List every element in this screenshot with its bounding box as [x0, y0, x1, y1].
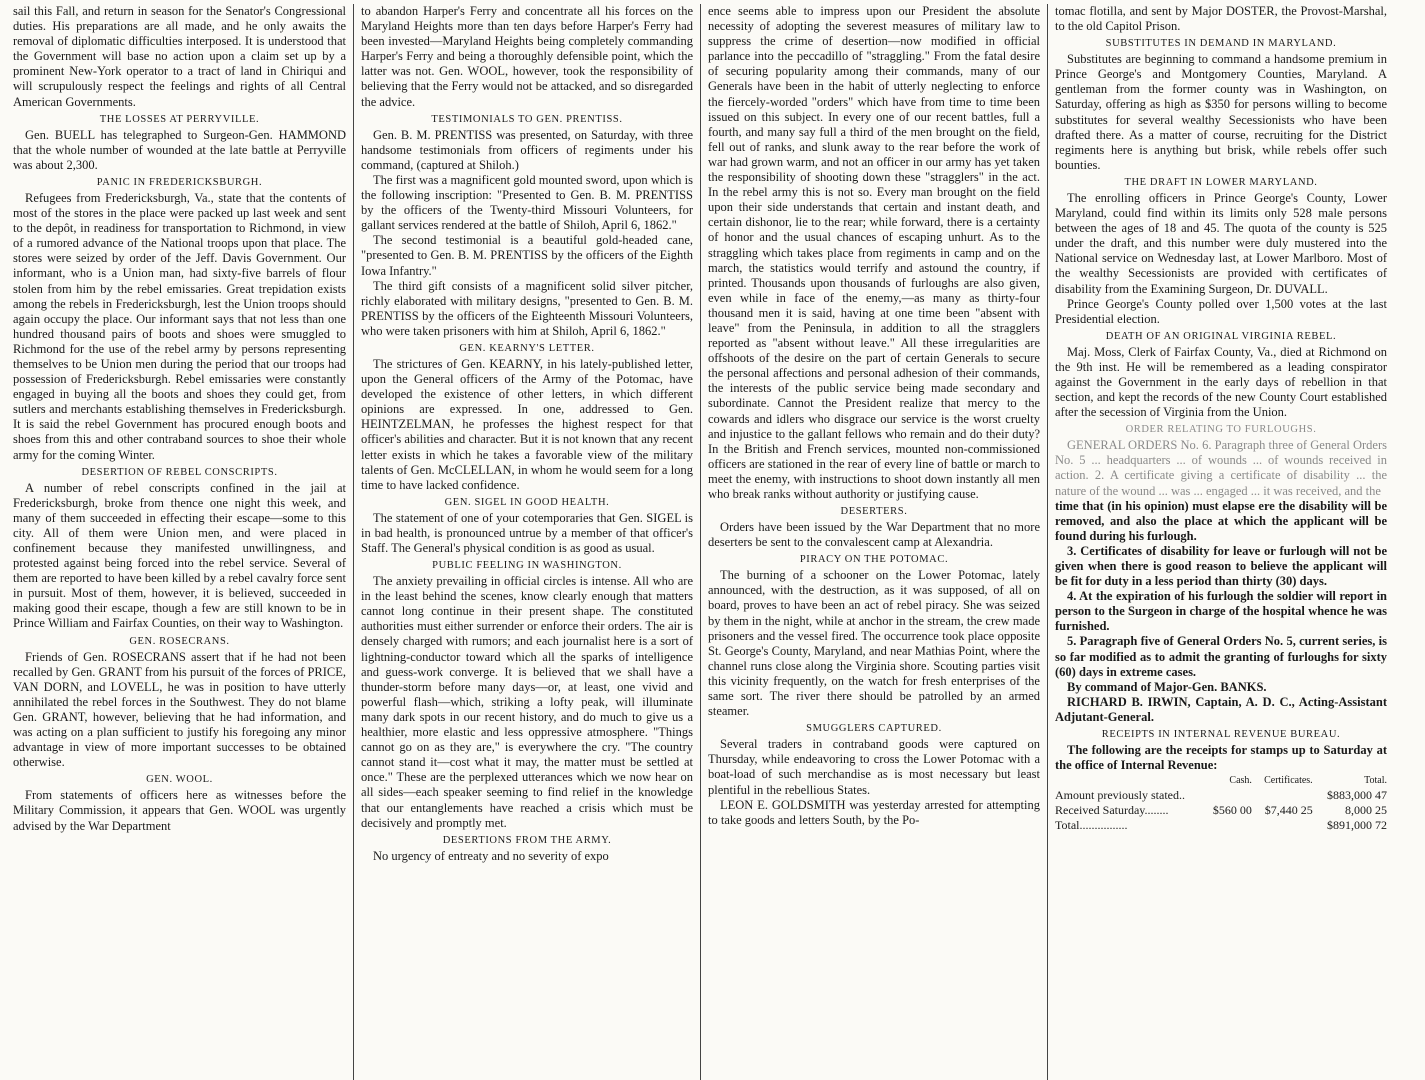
receipts-total: $883,000 47: [1327, 788, 1387, 803]
article-heading: PUBLIC FEELING IN WASHINGTON.: [432, 560, 622, 572]
receipts-row: [1055, 818, 1387, 833]
receipts-table: [1055, 773, 1387, 833]
continued-paragraph: ence seems able to impress upon our President the absolute necessity of adopting the severest measures of military law to suppress the crime of desertion—now modified in official parlance into the peccadillo of "straggling." From the fatal desire of securing popularity among their commands, many of our Generals have been in the habit of utterly neglecting to enforce the fiercely-worded "orders" which have from time to time been issued on this subject. In every one of our recent battles, full a fourth, and many say full a third of the men brought on the field, fell out of ranks, and slunk away to the rear before the work of war had grown warm, and not an officer in our army has yet taken the responsibility of shooting down these "stragglers" in the act. In the rebel army this is not so. Every man brought on the field upon their side understands that certain and instant death, and certain dishonor, lie to the rear; while forward, there is a certainty of honor and the usual chances of escaping unhurt. As to the straggling which takes place from regiments in camp and on the march, the statistics would terrify and astound the country, if printed. Thousands upon thousands of furloughs are also given, even while in face of the enemy,—as many as thirty-four thousand men it is said, having at one time been "absent with leave" from the Peninsula, in addition to all the stragglers reported as "absent without leave." All these irregularities are offshoots of the desire on the part of certain Generals to secure the personal affections and personal adhesion of their commands, the interests of the public service being made secondary and subordinate. Cannot the President realize that mercy to the cowards and idlers who disgrace our service is the worst cruelty and injustice to the gallant fellows who remain and do their duty? In the British and French services, mounted non-commissioned officers are stationed in the rear of every line of battle or march to meet the enemy, with instructions to shoot down instantly all men who break ranks without authority or justifying cause.: [708, 4, 1040, 501]
article-paragraph: The following are the receipts for stamps up to Saturday at the office of Internal Revenue:: [1055, 743, 1387, 773]
article-paragraph: Maj. Moss, Clerk of Fairfax County, Va., died at Richmond on the 9th inst. He will be remembered as a leading conspirator against the Government in the early days of rebellion in that section, and kept the records of the new County Court established after the secession of Virginia from the Union.: [1055, 344, 1387, 420]
article-paragraph: Prince George's County polled over 1,500 votes at the last Presidential election.: [1055, 296, 1387, 326]
article-heading: GEN. ROSECRANS.: [129, 635, 230, 647]
article-paragraph: No urgency of entreaty and no severity of expo: [373, 848, 609, 863]
column-4: [1047, 4, 1394, 1080]
article-paragraph: 4. At the expiration of his furlough the soldier will report in person to the Surgeon in charge of the hospital whence he was furnished.: [1055, 589, 1387, 634]
article-heading: DESERTIONS FROM THE ARMY.: [442, 834, 612, 846]
article-heading: DESERTERS.: [840, 506, 908, 518]
receipts-header-row: [1055, 773, 1387, 788]
article-heading: PANIC IN FREDERICKSBURGH.: [96, 176, 263, 188]
article-paragraph: Substitutes are beginning to command a handsome premium in Prince George's and Montgomery Counties, Maryland. A gentleman from the former county was in Washington, on Saturday, offering as high as $350 for persons willing to become substitutes for several wealthy Secessionists who have been drafted there. As a matter of course, recruiting for the District regiments here is anything but brisk, while rebels offer such bounties.: [1055, 52, 1387, 172]
article-paragraph: The second testimonial is a beautiful gold-headed cane, "presented to Gen. B. M. PRENTISS by the officers of the Eighth Iowa Infantry.": [361, 233, 693, 278]
continued-paragraph: tomac flotilla, and sent by Major DOSTER, the Provost-Marshal, to the old Capitol Prison.: [1055, 4, 1387, 34]
article-heading: DEATH OF AN ORIGINAL VIRGINIA REBEL.: [1105, 330, 1337, 342]
continued-paragraph: to abandon Harper's Ferry and concentrate all his forces on the Maryland Heights more than ten days before Harper's Ferry had been invested—Maryland Heights being completely commanding Harper's Ferry and being a thoroughly defensible point, which the latter was not. Gen. WOOL, however, took the responsibility of believing that the Ferry would not be attacked, and so disregarded the advice.: [361, 4, 693, 109]
article-paragraph: Refugees from Fredericksburgh, Va., state that the contents of most of the stores in the place were packed up last week and sent to the depôt, in readiness for transportation to Richmond, in view of a rumored advance of the National troops upon that place. The stores were seized by order of the Jeff. Davis Government. Our informant, who is a Union man, had sixty-five barrels of flour stolen from him by the rebel emissaries. Great trepidation exists among the rebels in Fredericksburgh, lest the Union troops should again occupy the place. Our informant says that not less than one hundred thousand pairs of boots and shoes were smuggled to Richmond for the use of the rebel army by persons representing themselves to be Union men during the period that our troops had possession of Fredericksburgh. Rebel emissaries were constantly engaged in buying all the boots and shoes they could get, from sutlers and merchants establishing themselves in Fredericksburgh. It is said the rebel Government has procured enough boots and shoes from this and other contraband sources to shoe their whole army for the coming Winter.: [13, 190, 346, 462]
article-heading: THE DRAFT IN LOWER MARYLAND.: [1124, 176, 1318, 188]
column-4-main: [1055, 4, 1387, 420]
article-paragraph: The strictures of Gen. KEARNY, in his lately-published letter, upon the General officers of the Army of the Potomac, have developed the existence of other letters, in which different opinions are expressed. In one, addressed to Gen. HEINTZELMAN, he professes the highest respect for that officer's abilities and character. But it is not known that any recent letter exists in which he takes a favorable view of the military talents of Gen. McCLELLAN, in whom he would seem for a long time to have lacked confidence.: [361, 356, 693, 492]
article-heading: SUBSTITUTES IN DEMAND IN MARYLAND.: [1105, 38, 1337, 50]
article-paragraph: From statements of officers here as witnesses before the Military Commission, it appears that Gen. WOOL was urgently advised by the War Department: [13, 788, 346, 833]
article-heading: PIRACY ON THE POTOMAC.: [799, 554, 949, 566]
article-heading: DESERTION OF REBEL CONSCRIPTS.: [81, 466, 278, 478]
article-heading: THE LOSSES AT PERRYVILLE.: [99, 113, 260, 125]
article-paragraph: A number of rebel conscripts confined in the jail at Fredericksburgh, broke from thence one night this week, and many of them succeeded in effecting their escape—some to this city. All of them were Union men, and were placed in confinement because they manifested unwillingness, and protested against being forced into the rebel service. Several of them are reported to have been killed by a rebel cavalry force sent in pursuit. Most of them, however, it is believed, succeeded in making good their escape, though a few are still known to be in Prince William and Fairfax Counties, on their way to Washington.: [13, 480, 346, 631]
receipts-row: [1055, 803, 1387, 818]
continued-paragraph: sail this Fall, and return in season for the Senator's Congressional duties. His preparations are all made, and he only awaits the removal of diplomatic difficulties interposed. It is understood that the Government will base no action upon a claim set up by a prominent New-York operator to a tract of land in Chiriqui and will scrupulously respect the feelings and rights of all Central American Governments.: [13, 4, 346, 109]
receipts-total: $891,000 72: [1327, 818, 1387, 833]
article-heading: GEN. WOOL.: [146, 774, 213, 786]
receipts-cert: [1252, 818, 1313, 833]
receipts-header-cash: Cash.: [1229, 775, 1252, 787]
article-paragraph: RICHARD B. IRWIN, Captain, A. D. C., Acting-Assistant Adjutant-General.: [1055, 694, 1387, 724]
column-3: [700, 4, 1047, 1080]
continued-paragraph: time that (in his opinion) must elapse ere the disability will be removed, and also the place at which the applicant will be found during his furlough.: [1055, 498, 1387, 543]
faded-order-text: GENERAL ORDERS No. 6. Paragraph three of General Orders No. 5 ... headquarters ... of wounds ... of wounds received in action. 2. A certificate giving a certificate of disability ... the nature of the wound ... was ... engaged ... it was received, and the: [1055, 438, 1387, 498]
receipts-cert: [1252, 788, 1313, 803]
article-paragraph: By command of Major-Gen. BANKS.: [1067, 679, 1267, 694]
receipts-cash: [1201, 788, 1252, 803]
article-paragraph: Gen. BUELL has telegraphed to Surgeon-Gen. HAMMOND that the whole number of wounded at the late battle at Perryville was about 2,300.: [13, 127, 346, 172]
receipts-label: Amount previously stated..: [1055, 788, 1185, 803]
article-paragraph: LEON E. GOLDSMITH was yesterday arrested for attempting to take goods and letters South, by the Po-: [708, 797, 1040, 827]
article-paragraph: 5. Paragraph five of General Orders No. 5, current series, is so far modified as to admit the granting of furloughs for sixty (60) days in extreme cases.: [1055, 634, 1387, 679]
article-paragraph: Friends of Gen. ROSECRANS assert that if he had not been recalled by Gen. GRANT from his pursuit of the forces of PRICE, VAN DORN, and LOVELL, he was in position to have utterly annihilated the rebel forces in the Southwest. They do not blame Gen. GRANT, however, believing that he had information, and was acting on a plan sufficient to justify his foregoing any minor advantage in view of more important successes to be obtained otherwise.: [13, 649, 346, 770]
column-4-after: [1055, 499, 1387, 774]
receipts-label: Received Saturday........: [1055, 803, 1169, 818]
faded-order-heading: ORDER RELATING TO FURLOUGHS.: [1125, 424, 1317, 436]
column-2: [353, 4, 700, 1080]
receipts-cert: $7,440 25: [1264, 803, 1313, 818]
article-paragraph: Orders have been issued by the War Department that no more deserters be sent to the convalescent camp at Alexandria.: [708, 520, 1040, 550]
article-paragraph: The enrolling officers in Prince George's County, Lower Maryland, could find within its limits only 528 male persons between the ages of 18 and 45. The quota of the county is 525 under the draft, and this number were duly mustered into the National service on Wednesday last, at Lower Marlboro. Most of the wealthy Secessionists are provided with certificates of disability from the Examining Surgeon, Dr. DUVALL.: [1055, 190, 1387, 296]
receipts-header-total: Total.: [1364, 775, 1387, 787]
article-heading: SMUGGLERS CAPTURED.: [806, 723, 942, 735]
article-paragraph: Gen. B. M. PRENTISS was presented, on Saturday, with three handsome testimonials from officers of regiments under his command, (captured at Shiloh.): [361, 127, 693, 172]
receipts-total: 8,000 25: [1345, 803, 1387, 818]
receipts-cash: [1201, 818, 1252, 833]
article-paragraph: The anxiety prevailing in official circles is intense. All who are in the least behind the scenes, know clearly enough that matters cannot long continue in their present shape. The constituted authorities must either surrender or enforce their orders. The air is densely charged with rumors; and each journalist here is a sort of lightning-conductor toward which all the sparks of intelligence and guess-work converge. It is believed that we shall have a thunder-storm before many days—or, at least, one vivid and powerful flash—which, striking a lofty peak, will illuminate many dark spots in our recent history, and do much to give us a healthier, more elastic and less oppressive atmosphere. "Things cannot go on as they are," is everywhere the cry. "The country cannot stand it—cost what it may, the matter must be settled at once." These are the perplexed utterances which we now hear on all sides—each speaker seeming to find relief in the knowledge that our entanglements have reached a crisis which must be decisively and promptly met.: [361, 574, 693, 830]
article-heading: GEN. KEARNY'S LETTER.: [459, 342, 595, 354]
receipts-row: [1055, 788, 1387, 803]
article-paragraph: Several traders in contraband goods were captured on Thursday, while endeavoring to cross the Lower Potomac with a boat-load of such merchandise as is most necessary but least plentiful in the rebellious States.: [708, 737, 1040, 797]
receipts-header-certificates: Certificates.: [1264, 775, 1313, 787]
article-paragraph: The first was a magnificent gold mounted sword, upon which is the following inscription: "Presented to Gen. B. M. PRENTISS by the officers of the Twenty-third Missouri Volunteers, for gallant services rendered at the battle of Shiloh, April 6, 1862.": [361, 172, 693, 233]
receipts-label: Total................: [1055, 818, 1128, 833]
column-1: [6, 4, 353, 1080]
article-heading: RECEIPTS IN INTERNAL REVENUE BUREAU.: [1101, 729, 1341, 741]
article-heading: TESTIMONIALS TO GEN. PRENTISS.: [431, 113, 623, 125]
receipts-cash: $560 00: [1212, 803, 1252, 818]
article-paragraph: The burning of a schooner on the Lower Potomac, lately announced, with the destruction, as it was supposed, of all on board, proves to have been an act of rebel piracy. She was seized by them in the night, while at anchor in the stream, the crew made prisoners and the vessel fired. The occurrence took place opposite St. George's County, Maryland, and near Mathias Point, where the channel runs close along the Virginia shore. Scouting parties visit this vicinity frequently, on the watch for fresh enterprises of the same sort. The river there should be patrolled by an armed steamer.: [708, 568, 1040, 719]
faded-order-section: [1055, 423, 1387, 498]
article-paragraph: The statement of one of your cotemporaries that Gen. SIGEL is in bad health, is pronounced untrue by a member of that officer's Staff. The General's physical condition is as good as usual.: [361, 510, 693, 555]
article-paragraph: The third gift consists of a magnificent solid silver pitcher, richly elaborated with military designs, "presented to Gen. B. M. PRENTISS by the officers of the Eighteenth Missouri Volunteers, who were taken prisoners with him at Shiloh, April 6, 1862.": [361, 278, 693, 338]
article-heading: GEN. SIGEL IN GOOD HEALTH.: [444, 496, 610, 508]
article-paragraph: 3. Certificates of disability for leave or furlough will not be given when there is good reason to believe the applicant will be fit for duty in a less period than thirty (30) days.: [1055, 543, 1387, 589]
